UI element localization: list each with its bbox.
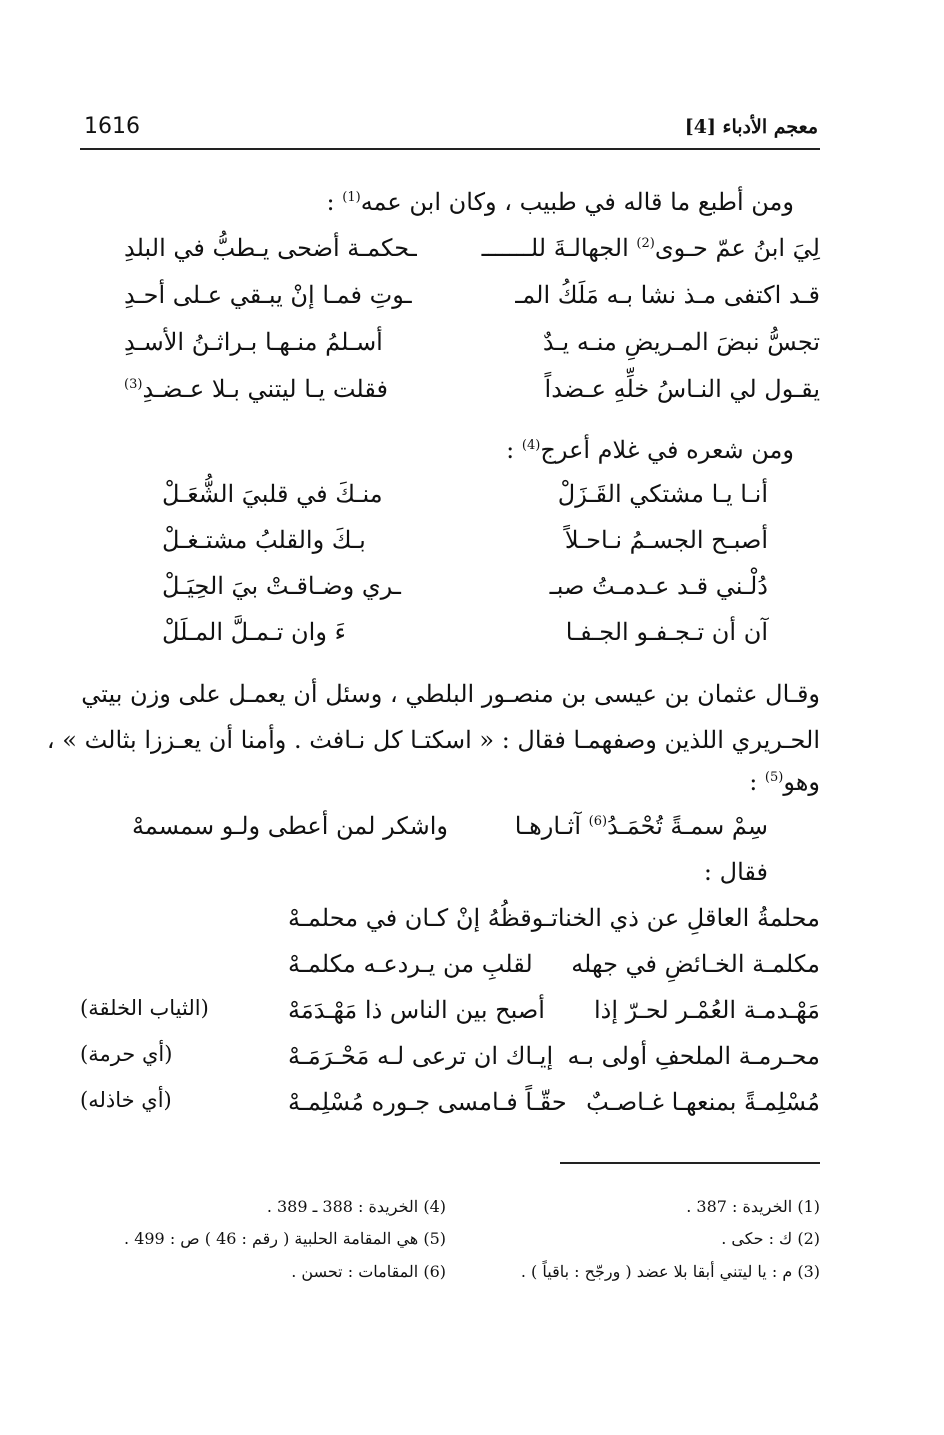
verse-hemistich-second: منـكَ في قلبيَ الشُّعَـلْ [162, 480, 383, 508]
verse-hemistich-first: مكلمـة الخـائضِ في جهله [571, 950, 820, 978]
footnote: (5) هي المقامة الحلبية ( رقم : 46 ) ص : 499 . [124, 1229, 446, 1248]
verse-row [0, 328, 944, 374]
verse-row [0, 950, 944, 996]
verse-hemistich-second: أسـلمُ منـهـا بـراثـنُ الأسـدِ [124, 328, 383, 356]
verse-hemistich-first: سِمْ سمـةً تُحْمَـدُ$^{(6)}$ آثـارهـا [514, 812, 768, 840]
footnote-ref: (2) [636, 236, 655, 251]
verse-hemistich-second: أصبح بين الناس ذا مَهْـدَمَهْ [288, 996, 545, 1024]
verse-hemistich-first: أصبـح الجسـمُ نـاحـلاً [564, 526, 768, 554]
verse-hemistich-first: لِيَ ابنُ عمّ حـوى$^{(2)}$ الجهالـةَ للـــــــ [481, 234, 820, 262]
verse-hemistich-second: ءَ وان تـمـلَّ المـلَلْ [162, 618, 346, 646]
footnote-ref: (4) [521, 438, 541, 453]
footnote: (3) م : يا ليتني أبقا بلا عضد ( ورجّح : باقياً ) . [520, 1262, 820, 1281]
verse-hemistich-first: دُلْـني قـد عـدمـتُ صبـ [549, 572, 768, 600]
verse-hemistich-second: ـوتِ فمـا إنْ يبـقي عـلى أحـدِ [124, 281, 412, 309]
page-header [80, 112, 820, 150]
footnote: (6) المقامات : تحسن . [291, 1262, 446, 1281]
verse-hemistich-second: بـكَ والقلبُ مشتـغـلْ [162, 526, 366, 554]
verse-row [0, 234, 944, 280]
footnote-ref: (6) [588, 814, 608, 829]
verse-hemistich-first: تجسُّ نبضَ المـريضِ منـه يـدٌ [542, 328, 820, 356]
verse-hemistich-first: أنـا يـا مشتكي القَـزَلْ [557, 480, 768, 508]
footnote-ref: (3) [124, 377, 143, 392]
paragraph-line: وقـال عثمان بن عيسى بن منصـور البلطي ، وسئل أن يعمـل على وزن بيتي [81, 680, 820, 708]
footnote-ref: (5) [764, 770, 784, 785]
verse-hemistich-first: قـد اكتفى مـذ نشا بـه مَلَكُ المـ [515, 281, 820, 309]
verse-row [0, 375, 944, 421]
verse-row [0, 812, 944, 858]
verse-hemistich-first: مُسْلِمـةً بمنعهـا غـاصـبٌ [586, 1088, 820, 1116]
verse-hemistich-second: حقّـاً فـامسى جـوره مُسْلِمـهْ [288, 1088, 567, 1116]
verse-hemistich-first: محلمةُ العاقلِ عن ذي الخنا [557, 904, 820, 932]
verse-hemistich-second: فقلت يـا ليتني بـلا عـضـدِ$^{(3)}$ [124, 375, 388, 403]
verse-row [0, 572, 944, 618]
verse-row [0, 480, 944, 526]
verse-hemistich-second: ـحكمـة أضحى يـطبُّ في البلدِ [124, 234, 417, 262]
footnote: (4) الخريدة : 388 ـ 389 . [266, 1197, 446, 1216]
verse-row [0, 1042, 944, 1088]
footnote-separator [560, 1162, 820, 1164]
verse-hemistich-second: واشكر لمن أعطى ولـو سمسمهْ [132, 812, 448, 840]
page-number: 1616 [84, 114, 140, 139]
verse-row [0, 1088, 944, 1134]
verse-row [0, 996, 944, 1042]
gloss-note: (أي حرمة) [80, 1042, 173, 1066]
paragraph-line: وهو$^{(5)}$ : [749, 768, 820, 796]
verse-row [0, 904, 944, 950]
intro-line: ومن شعره في غلام أعرج$^{(4)}$ : [506, 436, 794, 464]
verse-hemistich-first: محـرمـة الملحفِ أولى بـه [567, 1042, 820, 1070]
verse-hemistich-first: مَهْـدمـة العُمْـر لحـرّ إذا [594, 996, 820, 1024]
verse-hemistich-second: تـوقظُهُ إنْ كـان في محلمـهْ [288, 904, 558, 932]
running-title: معجم الأدباء [4] [684, 116, 818, 138]
verse-hemistich-first: يقـول لي النـاسُ خلِّهِ عـضداً [544, 375, 820, 403]
gloss-note: (أي خاذله) [80, 1088, 172, 1112]
gloss-note: (الثياب الخلقة) [80, 996, 209, 1020]
intro-line: ومن أطبع ما قاله في طبيب ، وكان ابن عمه$^{(1)}$ : [326, 188, 794, 216]
footnote-ref: (1) [342, 190, 361, 205]
verse-hemistich-second: ـري وضـاقـتْ بيَ الحِيَـلْ [162, 572, 401, 600]
footnote: (1) الخريدة : 387 . [686, 1197, 820, 1216]
footnote: (2) ك : حكى . [721, 1229, 820, 1248]
verse-hemistich-second: إيـاك ان ترعى لـه مَحْـرَمَـهْ [288, 1042, 554, 1070]
verse-row [0, 618, 944, 664]
verse-hemistich-first: آن أن تـجـفـو الجـفـا [565, 618, 768, 646]
intro-line: فقال : [703, 858, 768, 886]
verse-row [0, 281, 944, 327]
paragraph-line: الحـريري اللذين وصفهمـا فقال : « اسكتـا كل نـافث . وأمنا أن يعـززا بثالث » ، [46, 726, 820, 754]
verse-hemistich-second: لقلبِ من يـردعـه مكلمـهْ [288, 950, 533, 978]
verse-row [0, 526, 944, 572]
